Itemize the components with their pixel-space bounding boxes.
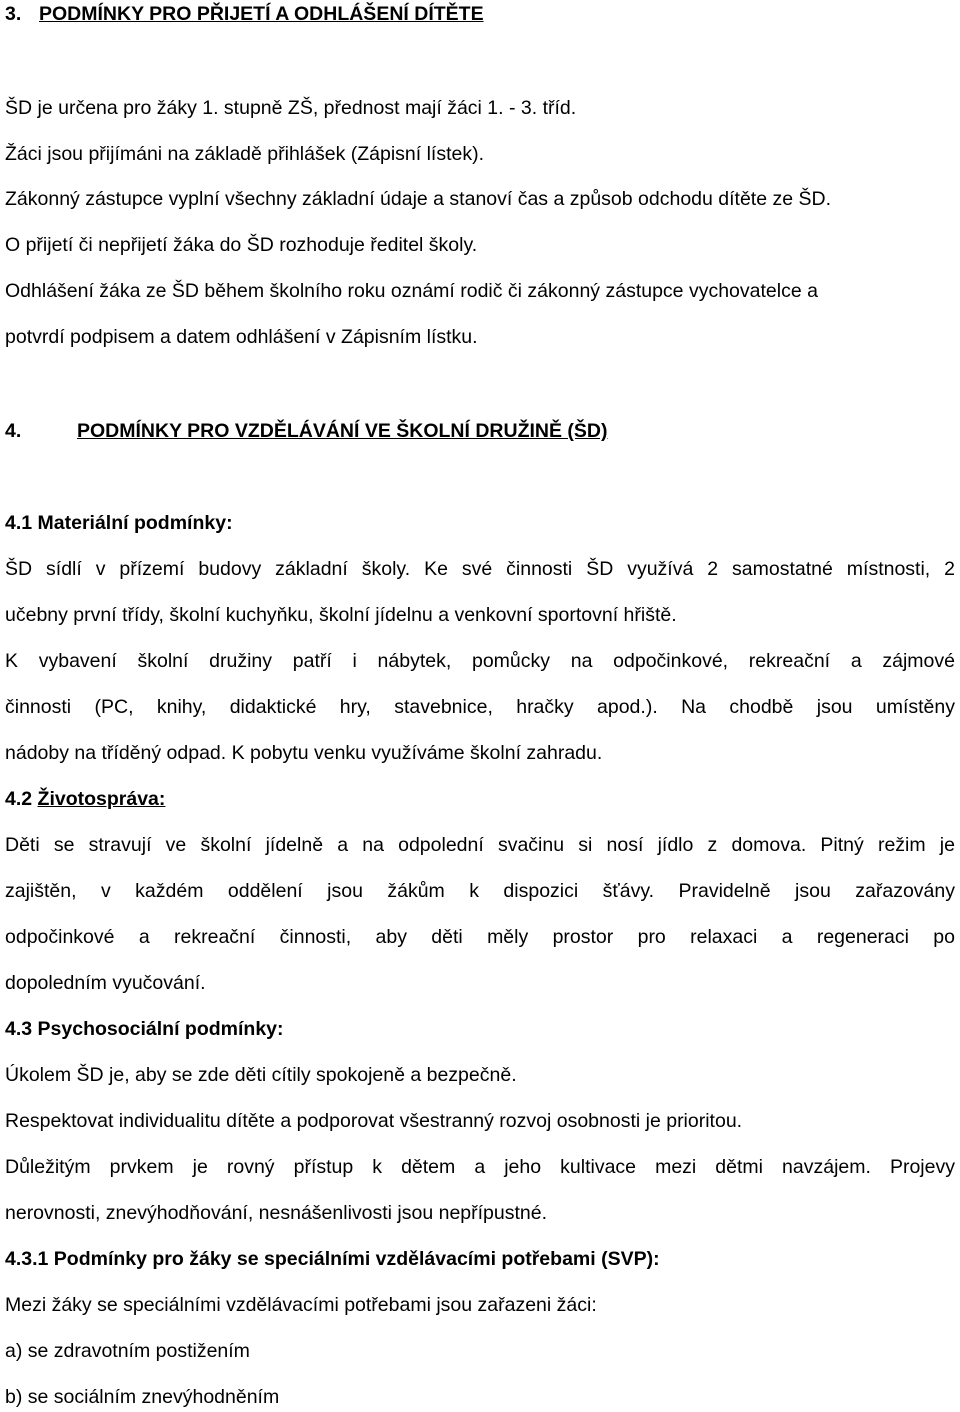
subsection-4-1-heading bbox=[5, 510, 955, 536]
paragraph-line: zajištěn, v každém oddělení jsou žákům k dispozici šťávy. Pravidelně jsou zařazovány bbox=[5, 880, 955, 902]
paragraph-line: učebny první třídy, školní kuchyňku, školní jídelnu a venkovní sportovní hřiště. bbox=[5, 604, 677, 626]
list-item: b) se sociálním znevýhodněním bbox=[5, 1386, 280, 1408]
paragraph-line: potvrdí podpisem a datem odhlášení v Zápisním lístku. bbox=[5, 326, 478, 348]
paragraph-line: nerovnosti, znevýhodňování, nesnášenlivosti jsou nepřípustné. bbox=[5, 1202, 548, 1224]
paragraph-line: Žáci jsou přijímáni na základě přihlášek (Zápisní lístek). bbox=[5, 143, 485, 165]
subsection-4-2-heading bbox=[5, 786, 955, 812]
paragraph-line: ŠD je určena pro žáky 1. stupně ZŠ, přednost mají žáci 1. - 3. tříd. bbox=[5, 97, 577, 119]
paragraph-line: Důležitým prvkem je rovný přístup k dětem a jeho kultivace mezi dětmi navzájem. Projevy bbox=[5, 1156, 955, 1178]
paragraph-line: Odhlášení žáka ze ŠD během školního roku oznámí rodič či zákonný zástupce vychovatelce a bbox=[5, 280, 818, 302]
paragraph-line: dopoledním vyučování. bbox=[5, 972, 206, 994]
list-item: a) se zdravotním postižením bbox=[5, 1340, 250, 1362]
subsection-4-2-number: 4.2 bbox=[5, 788, 33, 810]
section-4-title: PODMÍNKY PRO VZDĚLÁVÁNÍ VE ŠKOLNÍ DRUŽINĚ (ŠD) bbox=[77, 420, 608, 442]
paragraph-line: Zákonný zástupce vyplní všechny základní údaje a stanoví čas a způsob odchodu dítěte ze ŠD. bbox=[5, 188, 831, 210]
subsection-4-3-number: 4.3 bbox=[5, 1018, 33, 1040]
section-3-number: 3. bbox=[5, 3, 22, 25]
subsection-4-3-title: Psychosociální podmínky: bbox=[37, 1018, 284, 1040]
paragraph-line: Úkolem ŠD je, aby se zde děti cítily spokojeně a bezpečně. bbox=[5, 1064, 517, 1086]
subsection-4-3-1-heading: 4.3.1 Podmínky pro žáky se speciálními vzdělávacími potřebami (SVP): bbox=[5, 1248, 660, 1270]
paragraph-line: K vybavení školní družiny patří i nábytek, pomůcky na odpočinkové, rekreační a zájmové bbox=[5, 650, 955, 672]
section-3-heading bbox=[5, 1, 955, 27]
paragraph-line: Děti se stravují ve školní jídelně a na odpolední svačinu si nosí jídlo z domova. Pitný režim je bbox=[5, 834, 955, 856]
paragraph-line: Respektovat individualitu dítěte a podporovat všestranný rozvoj osobnosti je prioritou. bbox=[5, 1110, 743, 1132]
subsection-4-1-title: Materiální podmínky: bbox=[37, 512, 233, 534]
subsection-4-2-title: Životospráva: bbox=[37, 788, 166, 810]
paragraph-line: odpočinkové a rekreační činnosti, aby děti měly prostor pro relaxaci a regeneraci po bbox=[5, 926, 955, 948]
section-4-number: 4. bbox=[5, 420, 22, 442]
paragraph-line: O přijetí či nepřijetí žáka do ŠD rozhoduje ředitel školy. bbox=[5, 234, 478, 256]
paragraph-line: nádoby na tříděný odpad. K pobytu venku využíváme školní zahradu. bbox=[5, 742, 603, 764]
paragraph-line: ŠD sídlí v přízemí budovy základní školy. Ke své činnosti ŠD využívá 2 samostatné místnosti, 2 bbox=[5, 558, 955, 580]
section-4-heading bbox=[5, 418, 955, 444]
section-3-title: PODMÍNKY PRO PŘIJETÍ A ODHLÁŠENÍ DÍTĚTE bbox=[39, 3, 484, 25]
subsection-4-3-heading bbox=[5, 1016, 955, 1042]
paragraph-line: Mezi žáky se speciálními vzdělávacími potřebami jsou zařazeni žáci: bbox=[5, 1294, 597, 1316]
paragraph-line: činnosti (PC, knihy, didaktické hry, stavebnice, hračky apod.). Na chodbě jsou umístěny bbox=[5, 696, 955, 718]
subsection-4-1-number: 4.1 bbox=[5, 512, 33, 534]
